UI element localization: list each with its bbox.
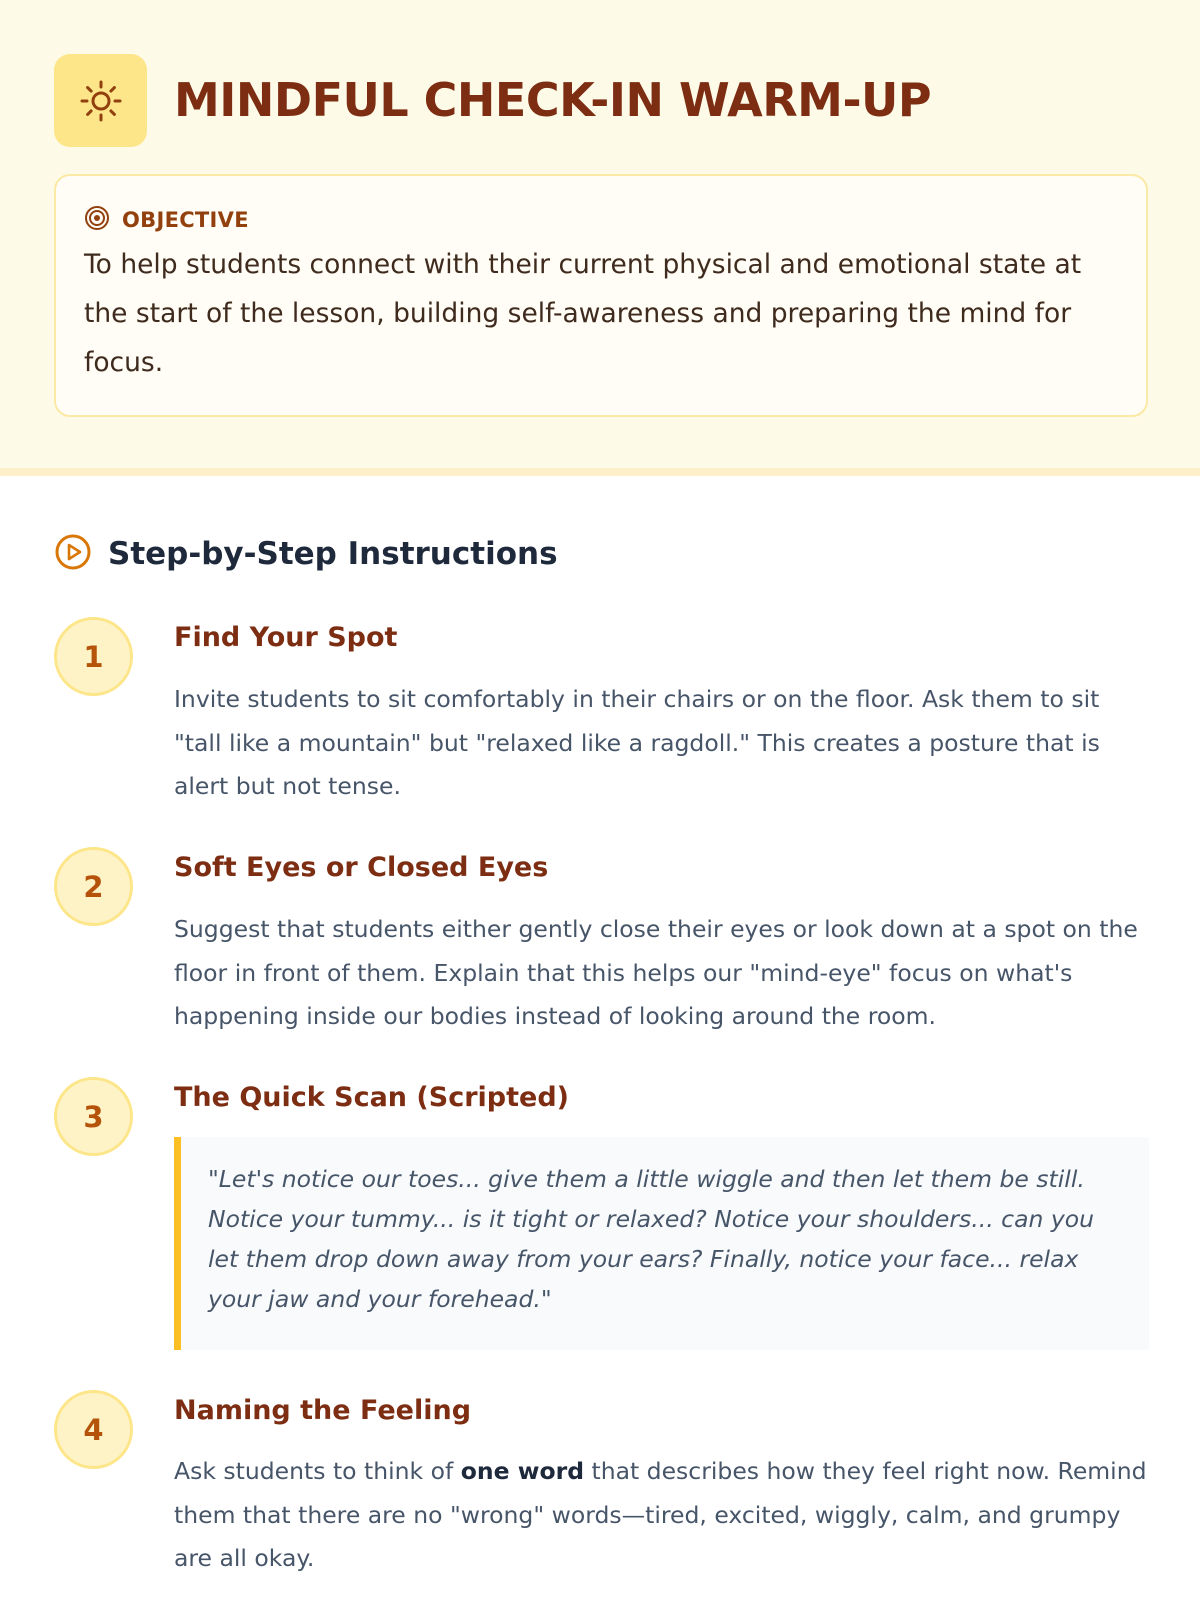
step-number-badge: 3 bbox=[54, 1077, 133, 1156]
objective-card bbox=[54, 174, 1148, 417]
step-body bbox=[174, 1450, 1149, 1581]
play-circle-icon bbox=[54, 533, 92, 575]
step-body-text: Ask students to think of bbox=[174, 1457, 461, 1485]
step-title: Soft Eyes or Closed Eyes bbox=[174, 852, 549, 883]
step-number-badge: 2 bbox=[54, 847, 133, 926]
step-title: The Quick Scan (Scripted) bbox=[174, 1082, 570, 1113]
step-body: Suggest that students either gently close their eyes or look down at a spot on the floor in front of them. Explain that this helps our "mind-eye" focus on what's happening inside our bodies instead of looking around the room. bbox=[174, 915, 1138, 1030]
step-number-badge: 1 bbox=[54, 617, 133, 696]
objective-label: OBJECTIVE bbox=[122, 208, 249, 232]
sun-icon bbox=[54, 54, 147, 147]
page-header bbox=[0, 0, 1200, 476]
step-body-emphasis: one word bbox=[460, 1457, 585, 1485]
target-icon bbox=[84, 205, 110, 235]
step-body-text: that describes how they feel right now. Remind them that there are no "wrong" words—tired, excited, wiggly, calm, and grumpy are all okay. bbox=[174, 1457, 1147, 1572]
instructions-heading: Step-by-Step Instructions bbox=[108, 536, 558, 572]
step-body: Invite students to sit comfortably in their chairs or on the floor. Ask them to sit "tall like a mountain" but "relaxed like a ragdoll." This creates a posture that is alert but not tense. bbox=[174, 685, 1100, 800]
step-number-badge: 4 bbox=[54, 1390, 133, 1469]
script-quote-box bbox=[174, 1137, 1149, 1350]
objective-text: To help students connect with their current physical and emotional state at the start of the lesson, building self-awareness and preparing the mind for focus. bbox=[84, 249, 1082, 378]
page-title: MINDFUL CHECK-IN WARM-UP bbox=[174, 73, 932, 127]
instructions-heading-row bbox=[54, 534, 558, 574]
objective-label-row bbox=[84, 206, 249, 234]
step-title: Find Your Spot bbox=[174, 622, 398, 653]
step-title: Naming the Feeling bbox=[174, 1395, 472, 1426]
script-quote-text: "Let's notice our toes... give them a little wiggle and then let them be still. Notice your tummy... is it tight or relaxed? Notice your shoulders... can you let them drop down away from your ears? Finally, notice your face... relax your jaw and your forehead." bbox=[208, 1165, 1095, 1313]
